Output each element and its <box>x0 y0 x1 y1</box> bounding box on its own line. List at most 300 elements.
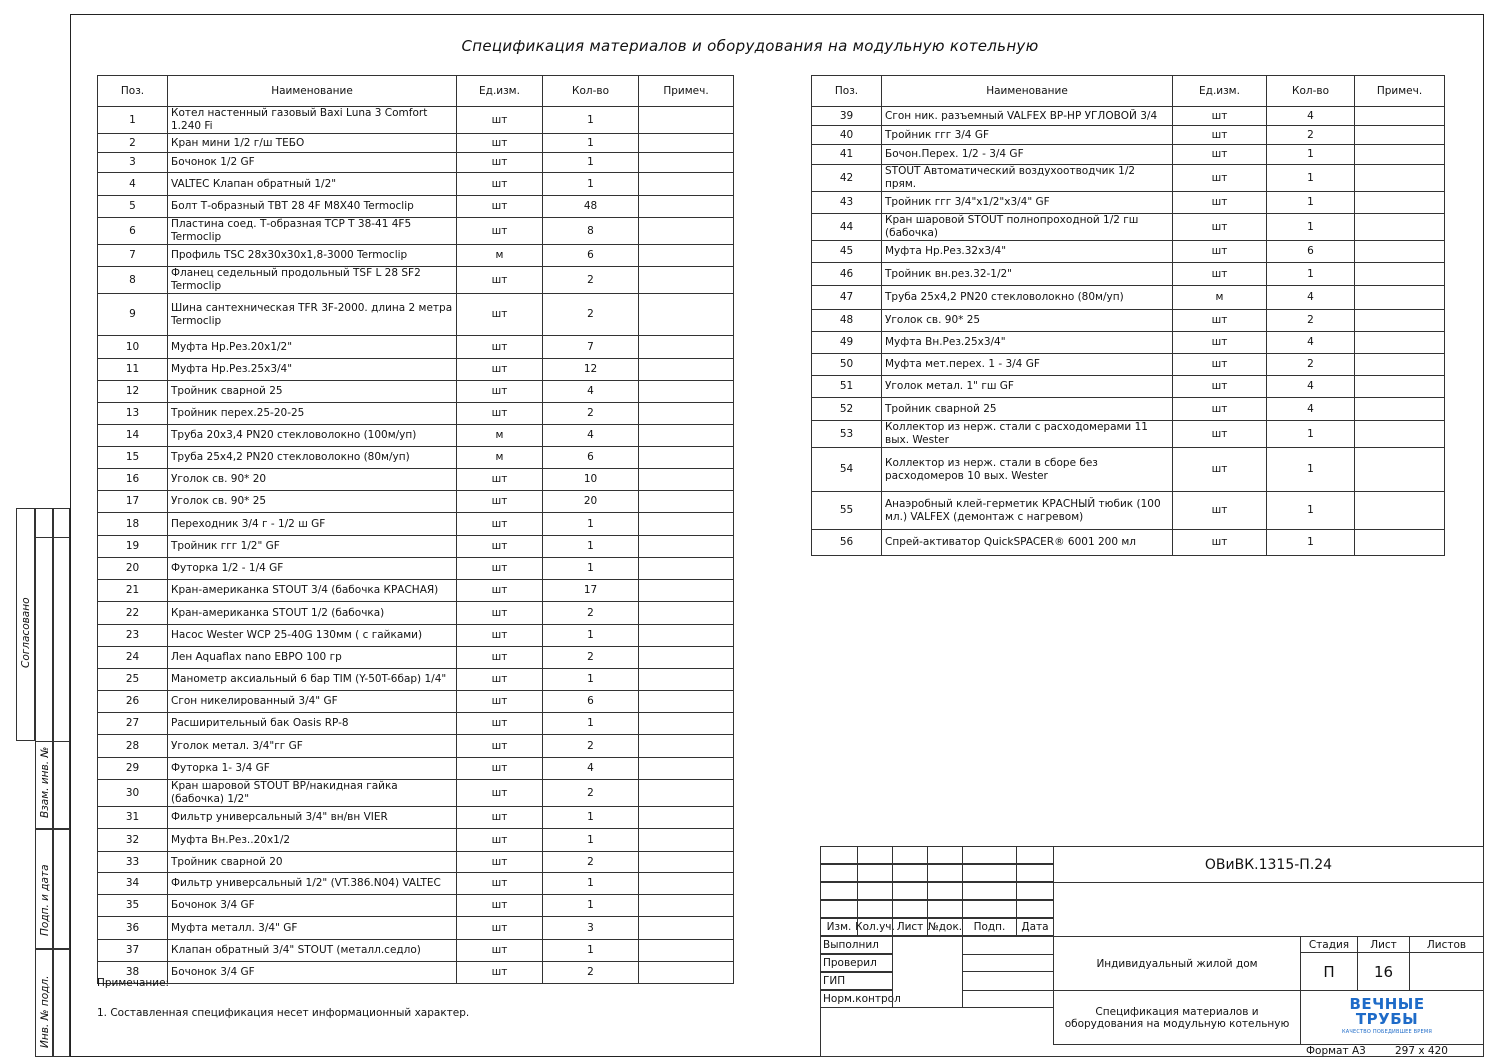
table-row <box>98 245 734 267</box>
row-unit: шт <box>457 196 543 218</box>
row-pos: 32 <box>98 829 168 852</box>
row-pos: 50 <box>812 354 882 376</box>
table-row <box>812 448 1445 492</box>
row-note <box>639 267 734 294</box>
row-note <box>1355 241 1445 263</box>
row-qty: 4 <box>1267 332 1355 354</box>
header-name: Наименование <box>168 76 457 107</box>
row-qty: 1 <box>543 107 639 134</box>
row-qty: 1 <box>1267 145 1355 165</box>
table-row <box>98 196 734 218</box>
row-note <box>639 873 734 895</box>
row-name: VALTEC Клапан обратный 1/2" <box>168 173 457 196</box>
row-qty: 2 <box>1267 310 1355 332</box>
row-note <box>1355 126 1445 145</box>
row-note <box>639 713 734 735</box>
row-unit: шт <box>1173 107 1267 126</box>
row-note <box>639 829 734 852</box>
row-qty: 1 <box>1267 192 1355 214</box>
table-row <box>812 530 1445 556</box>
row-note <box>639 647 734 669</box>
row-name: Тройник сварной 20 <box>168 852 457 873</box>
row-note <box>639 513 734 536</box>
spec-table-right <box>811 75 1445 556</box>
row-note <box>639 669 734 691</box>
row-pos: 14 <box>98 425 168 447</box>
table-row <box>98 134 734 153</box>
row-name: Уголок метал. 3/4"гг GF <box>168 735 457 758</box>
row-qty: 1 <box>543 713 639 735</box>
row-pos: 45 <box>812 241 882 263</box>
row-name: Футорка 1/2 - 1/4 GF <box>168 558 457 580</box>
table-row <box>812 492 1445 530</box>
strip-cell <box>35 508 70 538</box>
row-note <box>639 294 734 336</box>
row-qty: 1 <box>543 153 639 173</box>
row-qty: 1 <box>543 513 639 536</box>
row-qty: 2 <box>543 852 639 873</box>
row-name: Тройник вн.рез.32-1/2" <box>882 263 1173 286</box>
row-name: Кран-американка STOUT 3/4 (бабочка КРАСНАЯ) <box>168 580 457 602</box>
row-note <box>639 196 734 218</box>
sheets-label: Листов <box>1409 936 1484 953</box>
row-pos: 27 <box>98 713 168 735</box>
header-pos: Поз. <box>812 76 882 107</box>
table-row <box>98 962 734 984</box>
row-pos: 16 <box>98 469 168 491</box>
role-performer: Выполнил <box>820 936 893 954</box>
row-unit: шт <box>457 218 543 245</box>
row-qty: 12 <box>543 359 639 381</box>
row-unit: шт <box>1173 263 1267 286</box>
row-unit: шт <box>457 602 543 625</box>
row-name: Тройник сварной 25 <box>168 381 457 403</box>
row-qty: 6 <box>1267 241 1355 263</box>
row-pos: 7 <box>98 245 168 267</box>
table-row <box>98 625 734 647</box>
row-qty: 4 <box>1267 286 1355 310</box>
row-note <box>639 917 734 940</box>
table-row <box>98 735 734 758</box>
row-name: Муфта Нр.Рез.32х3/4" <box>882 241 1173 263</box>
col-izm: Изм. <box>820 918 858 936</box>
row-name: Труба 20х3,4 PN20 стекловолокно (100м/уп) <box>168 425 457 447</box>
table-row <box>98 940 734 962</box>
row-note <box>639 218 734 245</box>
row-name: Кран-американка STOUT 1/2 (бабочка) <box>168 602 457 625</box>
table-row <box>98 780 734 807</box>
row-pos: 22 <box>98 602 168 625</box>
row-pos: 55 <box>812 492 882 530</box>
row-unit: шт <box>457 513 543 536</box>
row-unit: шт <box>457 780 543 807</box>
row-unit: м <box>457 447 543 469</box>
row-pos: 25 <box>98 669 168 691</box>
row-qty: 1 <box>1267 165 1355 192</box>
row-note <box>639 780 734 807</box>
row-name: Уголок св. 90* 20 <box>168 469 457 491</box>
row-unit: шт <box>457 491 543 513</box>
table-row <box>812 398 1445 421</box>
row-name: Манометр аксиальный 6 бар TIM (Y-50T-6бар) 1/4" <box>168 669 457 691</box>
row-note <box>1355 263 1445 286</box>
table-row <box>98 336 734 359</box>
row-note <box>639 403 734 425</box>
row-name: Фильтр универсальный 3/4" вн/вн VIER <box>168 807 457 829</box>
row-note <box>639 536 734 558</box>
approval-strip <box>16 508 70 1057</box>
row-name: Муфта Нр.Рез.25х3/4" <box>168 359 457 381</box>
row-qty: 2 <box>543 647 639 669</box>
row-pos: 33 <box>98 852 168 873</box>
row-note <box>1355 530 1445 556</box>
row-pos: 5 <box>98 196 168 218</box>
row-unit: шт <box>457 359 543 381</box>
table-row <box>98 852 734 873</box>
row-name: Тройник ггг 3/4"х1/2"х3/4" GF <box>882 192 1173 214</box>
row-unit: шт <box>457 691 543 713</box>
row-note <box>639 558 734 580</box>
row-name: Шина сантехническая TFR 3F-2000. длина 2 метра Termoclip <box>168 294 457 336</box>
row-name: Кран мини 1/2 г/ш ТЕБО <box>168 134 457 153</box>
col-doc: №док. <box>927 918 963 936</box>
document-code: ОВиВК.1315-П.24 <box>1053 846 1484 883</box>
row-unit: шт <box>1173 310 1267 332</box>
row-note <box>1355 165 1445 192</box>
table-row <box>98 381 734 403</box>
row-unit: шт <box>1173 376 1267 398</box>
row-unit: шт <box>457 758 543 780</box>
row-unit: шт <box>457 735 543 758</box>
row-note <box>639 491 734 513</box>
row-name: Труба 25х4,2 PN20 стекловолокно (80м/уп) <box>168 447 457 469</box>
row-unit: шт <box>1173 145 1267 165</box>
table-row <box>812 214 1445 241</box>
row-name: Кран шаровой STOUT полнопроходной 1/2 гш (бабочка) <box>882 214 1173 241</box>
row-name: Муфта Нр.Рез.20х1/2" <box>168 336 457 359</box>
format-label: Формат А3 <box>1306 1045 1366 1057</box>
row-unit: шт <box>457 895 543 917</box>
row-pos: 6 <box>98 218 168 245</box>
row-note <box>639 153 734 173</box>
row-qty: 3 <box>543 917 639 940</box>
row-pos: 54 <box>812 448 882 492</box>
row-name: Футорка 1- 3/4 GF <box>168 758 457 780</box>
row-name: Тройник ггг 1/2" GF <box>168 536 457 558</box>
row-qty: 1 <box>543 625 639 647</box>
row-note <box>639 580 734 602</box>
table-row <box>98 758 734 780</box>
row-qty: 1 <box>1267 448 1355 492</box>
table-row <box>812 421 1445 448</box>
table-row <box>812 286 1445 310</box>
row-note <box>639 962 734 984</box>
row-qty: 10 <box>543 469 639 491</box>
row-name: STOUT Автоматический воздухоотводчик 1/2 прям. <box>882 165 1173 192</box>
table-row <box>812 192 1445 214</box>
row-pos: 52 <box>812 398 882 421</box>
row-unit: шт <box>457 153 543 173</box>
header-qty: Кол-во <box>543 76 639 107</box>
col-date: Дата <box>1016 918 1054 936</box>
row-name: Бочонок 1/2 GF <box>168 153 457 173</box>
row-name: Труба 25х4,2 PN20 стекловолокно (80м/уп) <box>882 286 1173 310</box>
table-row <box>98 580 734 602</box>
row-pos: 56 <box>812 530 882 556</box>
table-row <box>812 354 1445 376</box>
row-name: Спрей-активатор QuickSPACER® 6001 200 мл <box>882 530 1173 556</box>
sheet-label: Лист <box>1357 936 1410 953</box>
row-pos: 44 <box>812 214 882 241</box>
row-unit: шт <box>457 580 543 602</box>
row-note <box>1355 354 1445 376</box>
label-sign-date: Подп. и дата <box>39 864 51 936</box>
row-name: Анаэробный клей-герметик КРАСНЫЙ тюбик (100 мл.) VALFEX (демонтаж с нагревом) <box>882 492 1173 530</box>
row-qty: 4 <box>543 758 639 780</box>
row-note <box>639 469 734 491</box>
row-name: Профиль TSC 28х30х30х1,8-3000 Termoclip <box>168 245 457 267</box>
row-qty: 4 <box>543 381 639 403</box>
row-pos: 1 <box>98 107 168 134</box>
row-qty: 2 <box>543 602 639 625</box>
row-name: Переходник 3/4 г - 1/2 ш GF <box>168 513 457 536</box>
row-pos: 2 <box>98 134 168 153</box>
row-pos: 37 <box>98 940 168 962</box>
row-qty: 2 <box>543 267 639 294</box>
stage-value: П <box>1300 952 1358 991</box>
row-unit: шт <box>1173 192 1267 214</box>
table-row <box>98 173 734 196</box>
row-note <box>1355 107 1445 126</box>
row-pos: 8 <box>98 267 168 294</box>
row-note <box>1355 492 1445 530</box>
row-qty: 8 <box>543 218 639 245</box>
table-row <box>98 691 734 713</box>
format-size: 297 х 420 <box>1395 1045 1448 1057</box>
row-pos: 46 <box>812 263 882 286</box>
row-qty: 2 <box>543 403 639 425</box>
table-row <box>98 469 734 491</box>
row-note <box>1355 214 1445 241</box>
row-unit: шт <box>457 852 543 873</box>
row-pos: 48 <box>812 310 882 332</box>
row-unit: шт <box>457 336 543 359</box>
row-note <box>639 107 734 134</box>
row-name: Лен Aquaflax nano EBPO 100 гр <box>168 647 457 669</box>
row-unit: шт <box>457 469 543 491</box>
row-note <box>639 735 734 758</box>
row-name: Коллектор из нерж. стали в сборе без расходомеров 10 вых. Wester <box>882 448 1173 492</box>
header-unit: Ед.изм. <box>457 76 543 107</box>
row-name: Котел настенный газовый Baxi Luna 3 Comfort 1.240 Fi <box>168 107 457 134</box>
row-unit: шт <box>1173 165 1267 192</box>
row-note <box>639 173 734 196</box>
row-qty: 2 <box>1267 354 1355 376</box>
row-pos: 31 <box>98 807 168 829</box>
logo-line-1: ВЕЧНЫЕ <box>1349 995 1425 1013</box>
row-unit: шт <box>1173 421 1267 448</box>
row-qty: 6 <box>543 691 639 713</box>
stage-label: Стадия <box>1300 936 1358 953</box>
row-qty: 1 <box>543 134 639 153</box>
row-note <box>1355 398 1445 421</box>
row-qty: 7 <box>543 336 639 359</box>
row-pos: 15 <box>98 447 168 469</box>
row-pos: 18 <box>98 513 168 536</box>
table-row <box>98 513 734 536</box>
table-row <box>812 126 1445 145</box>
row-name: Пластина соед. Т-образная ТСР Т 38-41 4F5 Termoclip <box>168 218 457 245</box>
row-unit: шт <box>1173 241 1267 263</box>
row-name: Муфта Вн.Рез.25х3/4" <box>882 332 1173 354</box>
row-note <box>1355 332 1445 354</box>
row-unit: м <box>1173 286 1267 310</box>
label-inv-orig: Инв. № подл. <box>39 975 51 1048</box>
table-row <box>812 241 1445 263</box>
table-row <box>98 403 734 425</box>
row-name: Сгон ник. разъемный VALFEX ВР-НР УГЛОВОЙ 3/4 <box>882 107 1173 126</box>
row-name: Насос Wester WCP 25-40G 130мм ( с гайками) <box>168 625 457 647</box>
row-note <box>639 447 734 469</box>
role-norm-control: Норм.контрол <box>820 990 893 1008</box>
row-qty: 1 <box>1267 214 1355 241</box>
row-pos: 21 <box>98 580 168 602</box>
row-pos: 28 <box>98 735 168 758</box>
row-unit: шт <box>457 536 543 558</box>
row-qty: 48 <box>543 196 639 218</box>
notes-line-1: 1. Составленная спецификация несет информационный характер. <box>97 1007 470 1019</box>
table-row <box>98 602 734 625</box>
row-pos: 34 <box>98 873 168 895</box>
notes-heading: Примечание: <box>97 977 170 989</box>
row-pos: 43 <box>812 192 882 214</box>
document-title: Спецификация материалов и оборудования на модульную котельную <box>1053 990 1301 1045</box>
row-unit: шт <box>1173 398 1267 421</box>
row-note <box>639 359 734 381</box>
row-pos: 12 <box>98 381 168 403</box>
row-pos: 38 <box>98 962 168 984</box>
row-note <box>1355 421 1445 448</box>
row-note <box>639 425 734 447</box>
row-pos: 41 <box>812 145 882 165</box>
row-name: Фильтр универсальный 1/2" (VT.386.N04) VALTEC <box>168 873 457 895</box>
logo-tagline: КАЧЕСТВО ПОБЕДИВШЕЕ ВРЕМЯ <box>1342 1029 1433 1035</box>
row-qty: 1 <box>543 558 639 580</box>
row-pos: 19 <box>98 536 168 558</box>
table-row <box>98 713 734 735</box>
row-qty: 6 <box>543 245 639 267</box>
row-qty: 4 <box>543 425 639 447</box>
row-unit: шт <box>1173 530 1267 556</box>
row-qty: 1 <box>1267 263 1355 286</box>
row-unit: шт <box>457 807 543 829</box>
row-pos: 9 <box>98 294 168 336</box>
table-row <box>98 873 734 895</box>
row-name: Муфта мет.перех. 1 - 3/4 GF <box>882 354 1173 376</box>
row-name: Бочонок 3/4 GF <box>168 962 457 984</box>
row-qty: 1 <box>1267 421 1355 448</box>
row-name: Болт Т-образный ТВТ 28 4F М8Х40 Termoclip <box>168 196 457 218</box>
row-name: Муфта металл. 3/4" GF <box>168 917 457 940</box>
row-qty: 4 <box>1267 398 1355 421</box>
row-unit: шт <box>1173 354 1267 376</box>
sheets-value <box>1409 952 1484 991</box>
table-row <box>812 310 1445 332</box>
row-pos: 36 <box>98 917 168 940</box>
table-row <box>98 647 734 669</box>
row-name: Сгон никелированный 3/4" GF <box>168 691 457 713</box>
header-pos: Поз. <box>98 76 168 107</box>
table-row <box>98 218 734 245</box>
table-row <box>98 153 734 173</box>
row-unit: шт <box>457 713 543 735</box>
row-unit: шт <box>457 267 543 294</box>
row-note <box>639 134 734 153</box>
table-row <box>98 294 734 336</box>
row-note <box>639 691 734 713</box>
table-row <box>98 107 734 134</box>
row-unit: шт <box>457 403 543 425</box>
row-pos: 35 <box>98 895 168 917</box>
table-row <box>98 558 734 580</box>
row-note <box>639 758 734 780</box>
row-qty: 1 <box>543 940 639 962</box>
row-pos: 53 <box>812 421 882 448</box>
row-qty: 6 <box>543 447 639 469</box>
row-unit: шт <box>457 962 543 984</box>
spec-table-left <box>97 75 734 984</box>
row-qty: 1 <box>543 807 639 829</box>
header-unit: Ед.изм. <box>1173 76 1267 107</box>
table-row <box>98 669 734 691</box>
row-unit: м <box>457 245 543 267</box>
table-row <box>812 332 1445 354</box>
row-note <box>639 807 734 829</box>
row-unit: шт <box>457 173 543 196</box>
header-note: Примеч. <box>1355 76 1445 107</box>
role-chief-engineer: ГИП <box>820 972 893 990</box>
col-kol: Кол.уч. <box>857 918 893 936</box>
label-agreed: Согласовано <box>20 597 32 668</box>
table-row <box>98 267 734 294</box>
row-name: Уголок св. 90* 25 <box>882 310 1173 332</box>
object-name: Индивидуальный жилой дом <box>1053 936 1301 991</box>
row-note <box>639 625 734 647</box>
row-note <box>1355 145 1445 165</box>
table-row <box>812 145 1445 165</box>
table-row <box>98 917 734 940</box>
table-row <box>98 425 734 447</box>
row-qty: 1 <box>1267 492 1355 530</box>
title-block <box>820 846 1484 1057</box>
col-podp: Подп. <box>962 918 1017 936</box>
row-pos: 39 <box>812 107 882 126</box>
row-pos: 23 <box>98 625 168 647</box>
row-qty: 1 <box>543 873 639 895</box>
row-name: Кран шаровой STOUT ВР/накидная гайка (бабочка) 1/2" <box>168 780 457 807</box>
row-pos: 13 <box>98 403 168 425</box>
row-note <box>639 381 734 403</box>
table-row <box>98 447 734 469</box>
label-inv-vzam: Взам. инв. № <box>39 746 51 818</box>
table-row <box>812 107 1445 126</box>
row-pos: 10 <box>98 336 168 359</box>
row-name: Тройник перех.25-20-25 <box>168 403 457 425</box>
row-note <box>639 602 734 625</box>
sheet-value: 16 <box>1357 952 1410 991</box>
row-pos: 42 <box>812 165 882 192</box>
row-qty: 1 <box>543 669 639 691</box>
